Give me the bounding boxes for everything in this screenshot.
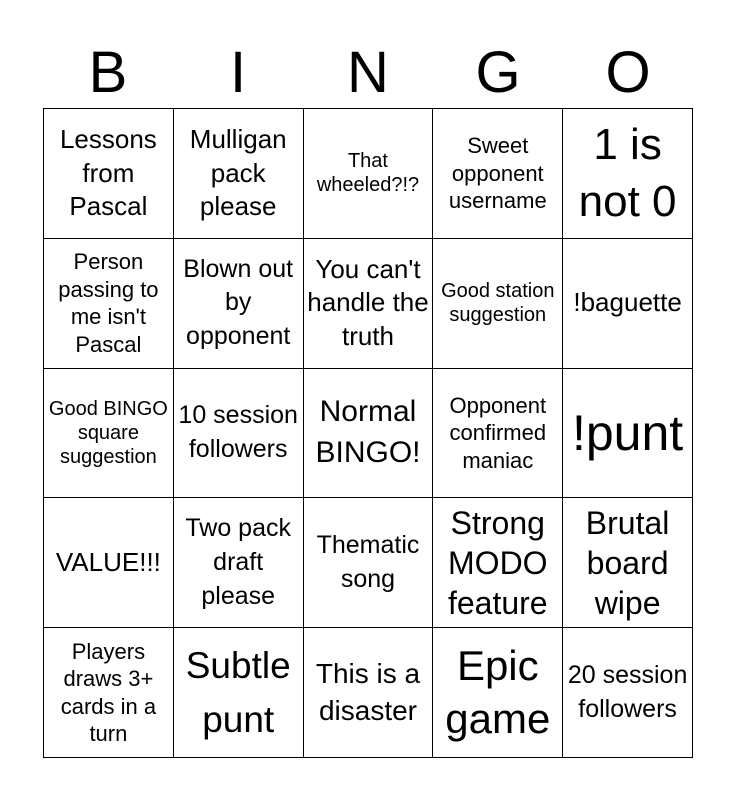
bingo-card-grid bbox=[43, 108, 693, 758]
header-letter-i: I bbox=[229, 40, 247, 105]
bingo-header bbox=[43, 40, 693, 106]
bingo-square[interactable]: Good station suggestion bbox=[433, 239, 563, 369]
bingo-square[interactable]: Subtle punt bbox=[174, 628, 304, 758]
bingo-square[interactable]: That wheeled?!? bbox=[304, 109, 434, 239]
bingo-square[interactable]: You can't handle the truth bbox=[304, 239, 434, 369]
bingo-square[interactable]: Normal BINGO! bbox=[304, 369, 434, 499]
bingo-square[interactable]: Opponent confirmed maniac bbox=[433, 369, 563, 499]
bingo-square[interactable]: Players draws 3+ cards in a turn bbox=[44, 628, 174, 758]
header-letter-n: N bbox=[347, 40, 389, 105]
bingo-square[interactable]: Epic game bbox=[433, 628, 563, 758]
bingo-square[interactable]: This is a disaster bbox=[304, 628, 434, 758]
header-letter-b: B bbox=[88, 40, 128, 105]
bingo-square[interactable]: Sweet opponent username bbox=[433, 109, 563, 239]
bingo-square[interactable]: Blown out by opponent bbox=[174, 239, 304, 369]
bingo-square[interactable]: !punt bbox=[563, 369, 693, 499]
bingo-square[interactable]: Person passing to me isn't Pascal bbox=[44, 239, 174, 369]
bingo-square[interactable]: Good BINGO square suggestion bbox=[44, 369, 174, 499]
bingo-square[interactable]: Mulligan pack please bbox=[174, 109, 304, 239]
bingo-square[interactable]: Two pack draft please bbox=[174, 498, 304, 628]
header-letter-o: O bbox=[605, 40, 651, 105]
bingo-square[interactable]: VALUE!!! bbox=[44, 498, 174, 628]
bingo-square[interactable]: Strong MODO feature bbox=[433, 498, 563, 628]
bingo-square[interactable]: 1 is not 0 bbox=[563, 109, 693, 239]
bingo-square[interactable]: Thematic song bbox=[304, 498, 434, 628]
bingo-square[interactable]: Lessons from Pascal bbox=[44, 109, 174, 239]
bingo-square[interactable]: !baguette bbox=[563, 239, 693, 369]
bingo-square[interactable]: 10 session followers bbox=[174, 369, 304, 499]
bingo-square[interactable]: 20 session followers bbox=[563, 628, 693, 758]
bingo-square[interactable]: Brutal board wipe bbox=[563, 498, 693, 628]
header-letter-g: G bbox=[475, 40, 521, 105]
